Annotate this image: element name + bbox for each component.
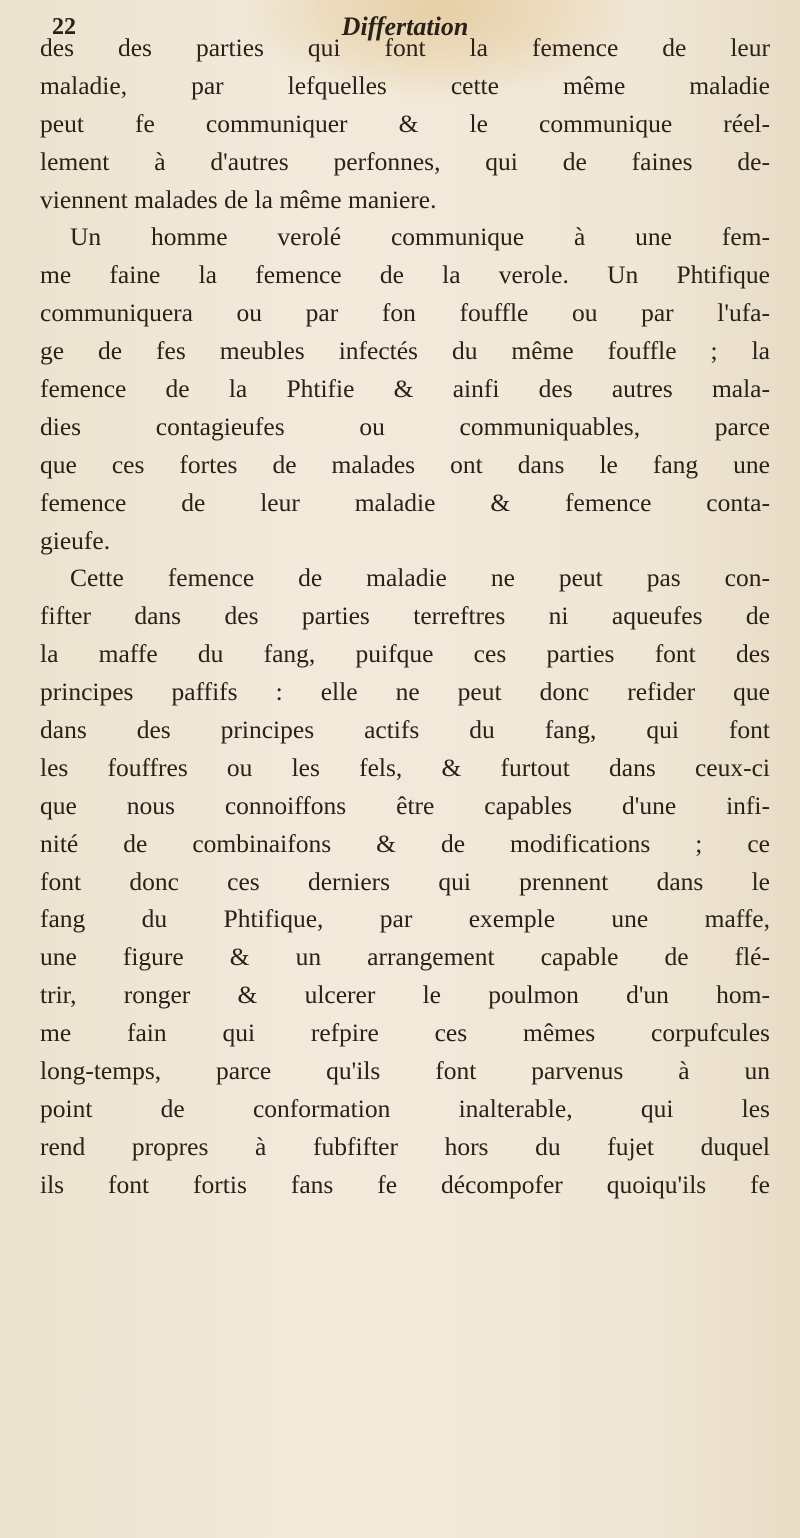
text-line: dans des principes actifs du fang, qui font <box>40 715 770 745</box>
text-line: font donc ces derniers qui prennent dans le <box>40 866 770 896</box>
text-line: Un homme verolé communique à une fem- <box>70 222 770 252</box>
text-line: nité de combinaifons & de modifications ; ce <box>40 828 770 858</box>
text-line: femence de la Phtifie & ainfi des autres mala- <box>40 374 770 404</box>
text-line: viennent malades de la même maniere. <box>40 184 437 214</box>
text-line: ils font fortis fans fe décompofer quoiqu'ils fe <box>40 1169 770 1199</box>
text-line: peut fe communiquer & le communique réel- <box>40 108 770 138</box>
text-line: la maffe du fang, puifque ces parties font des <box>40 639 770 669</box>
text-line: gieufe. <box>40 525 111 555</box>
text-line: lement à d'autres perfonnes, qui de faines de- <box>40 146 770 176</box>
text-line: me faine la femence de la verole. Un Phtifique <box>40 260 770 290</box>
text-line: fang du Phtifique, par exemple une maffe, <box>40 904 770 934</box>
text-line: trir, ronger & ulcerer le poulmon d'un hom- <box>40 980 770 1010</box>
text-line: rend propres à fubfifter hors du fujet duquel <box>40 1131 770 1161</box>
text-line: Cette femence de maladie ne peut pas con- <box>70 563 770 593</box>
text-line: maladie, par lefquelles cette même maladie <box>40 70 770 100</box>
text-line: long-temps, parce qu'ils font parvenus à un <box>40 1056 770 1086</box>
text-line: femence de leur maladie & femence conta- <box>40 487 770 517</box>
text-line: ge de fes meubles infectés du même fouffle ; la <box>40 336 770 366</box>
text-line: une figure & un arrangement capable de flé- <box>40 942 770 972</box>
body-text <box>40 29 770 1204</box>
text-line: fifter dans des parties terreftres ni aqueufes de <box>40 601 770 631</box>
text-line: que ces fortes de malades ont dans le fang une <box>40 449 770 479</box>
text-line: dies contagieufes ou communiquables, parce <box>40 411 770 441</box>
text-line: les fouffres ou les fels, & furtout dans ceux-ci <box>40 752 770 782</box>
text-line: communiquera ou par fon fouffle ou par l'ufa- <box>40 298 770 328</box>
text-line: principes paffifs : elle ne peut donc refider que <box>40 677 770 707</box>
text-line: des des parties qui font la femence de leur <box>40 33 770 62</box>
running-title: Differtation <box>341 12 469 41</box>
text-line: point de conformation inalterable, qui les <box>40 1093 770 1123</box>
text-line: me fain qui refpire ces mêmes corpufcules <box>40 1018 770 1048</box>
text-line: que nous connoiffons être capables d'une infi- <box>40 790 770 820</box>
page-number: 22 <box>52 14 76 40</box>
